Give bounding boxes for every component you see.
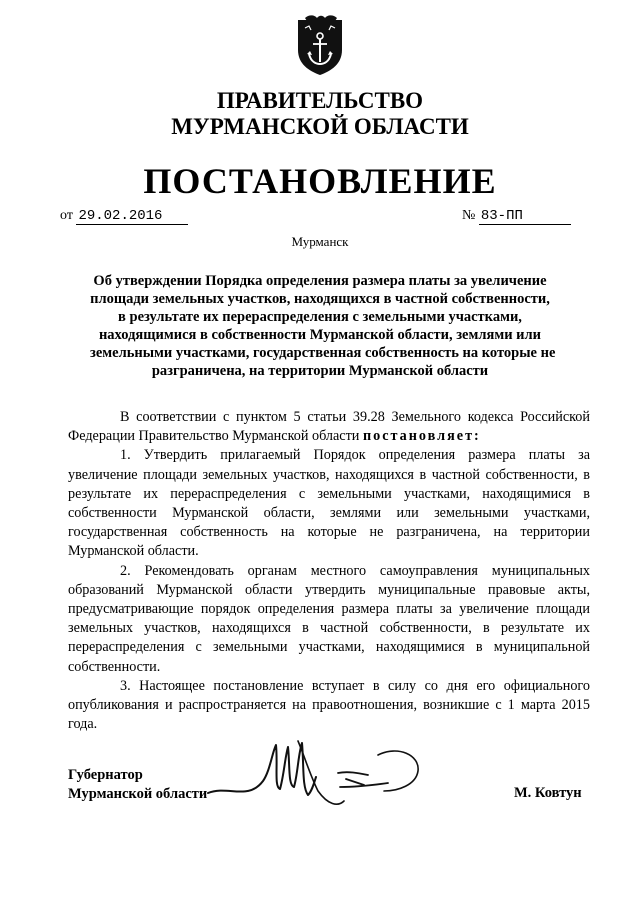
signatory-title bbox=[68, 766, 207, 804]
document-date-line bbox=[60, 208, 188, 225]
document-subject bbox=[90, 272, 556, 380]
resolution-keyword: постановляет: bbox=[362, 428, 481, 445]
coat-of-arms-icon bbox=[295, 14, 345, 76]
subject-line: разграничена, на территории Мурманской области bbox=[151, 363, 489, 379]
item-paragraph-1: 1. Утвердить прилагаемый Порядок определения размера платы за увеличение площади земельных участков, находящихся в частной собственности, в результате их перераспределения с земельными участками, находящимися в собственности Мурманской области, землями или земельными участками, государственная собственность на которые не разграничена, на территории Мурманской области. bbox=[68, 447, 590, 560]
number-prefix: № bbox=[462, 208, 476, 223]
item-paragraph-3: 3. Настоящее постановление вступает в силу со дня его официального опубликования и распространяется на правоотношения, возникшие с 1 марта 2015 года. bbox=[68, 677, 590, 733]
city-name: Мурманск bbox=[291, 234, 349, 249]
organization-name-line2: МУРМАНСКОЙ ОБЛАСТИ bbox=[171, 114, 469, 139]
document-number-line bbox=[462, 208, 571, 225]
subject-line: находящимися в собственности Мурманской области, землями или bbox=[98, 327, 542, 343]
organization-name-line1: ПРАВИТЕЛЬСТВО bbox=[216, 88, 424, 113]
document-type-title: ПОСТАНОВЛЕНИЕ bbox=[143, 161, 497, 201]
item-paragraph-2: 2. Рекомендовать органам местного самоуправления муниципальных образований Мурманской области утвердить муниципальные правовые акты, предусматривающие порядок определения размера платы за увеличение площади земельных участков, находящихся в частной собственности, в результате их перераспределения с земельными участками, находящимися в муниципальной собственности. bbox=[68, 562, 590, 675]
document-number: 83-ПП bbox=[479, 208, 571, 225]
subject-line: площади земельных участков, находящихся в частной собственности, bbox=[90, 291, 550, 307]
subject-line: Об утверждении Порядка определения размера платы за увеличение bbox=[93, 273, 547, 289]
signatory-title-line1: Губернатор bbox=[68, 767, 143, 783]
document-date: 29.02.2016 bbox=[76, 208, 188, 225]
signatory-title-line2: Мурманской области bbox=[68, 786, 208, 802]
document-body bbox=[68, 408, 590, 734]
handwritten-signature bbox=[188, 735, 438, 815]
subject-line: в результате их перераспределения с земельными участками, bbox=[118, 309, 522, 325]
signatory-name: М. Ковтун bbox=[514, 785, 582, 801]
preamble-paragraph bbox=[68, 408, 590, 446]
date-prefix: от bbox=[60, 208, 73, 223]
preamble-text: В соответствии с пунктом 5 статьи 39.28 Земельного кодекса Российской Федерации Правительство Мурманской области bbox=[68, 409, 590, 445]
subject-line: земельными участками, государственная собственность на которые не bbox=[90, 345, 556, 361]
